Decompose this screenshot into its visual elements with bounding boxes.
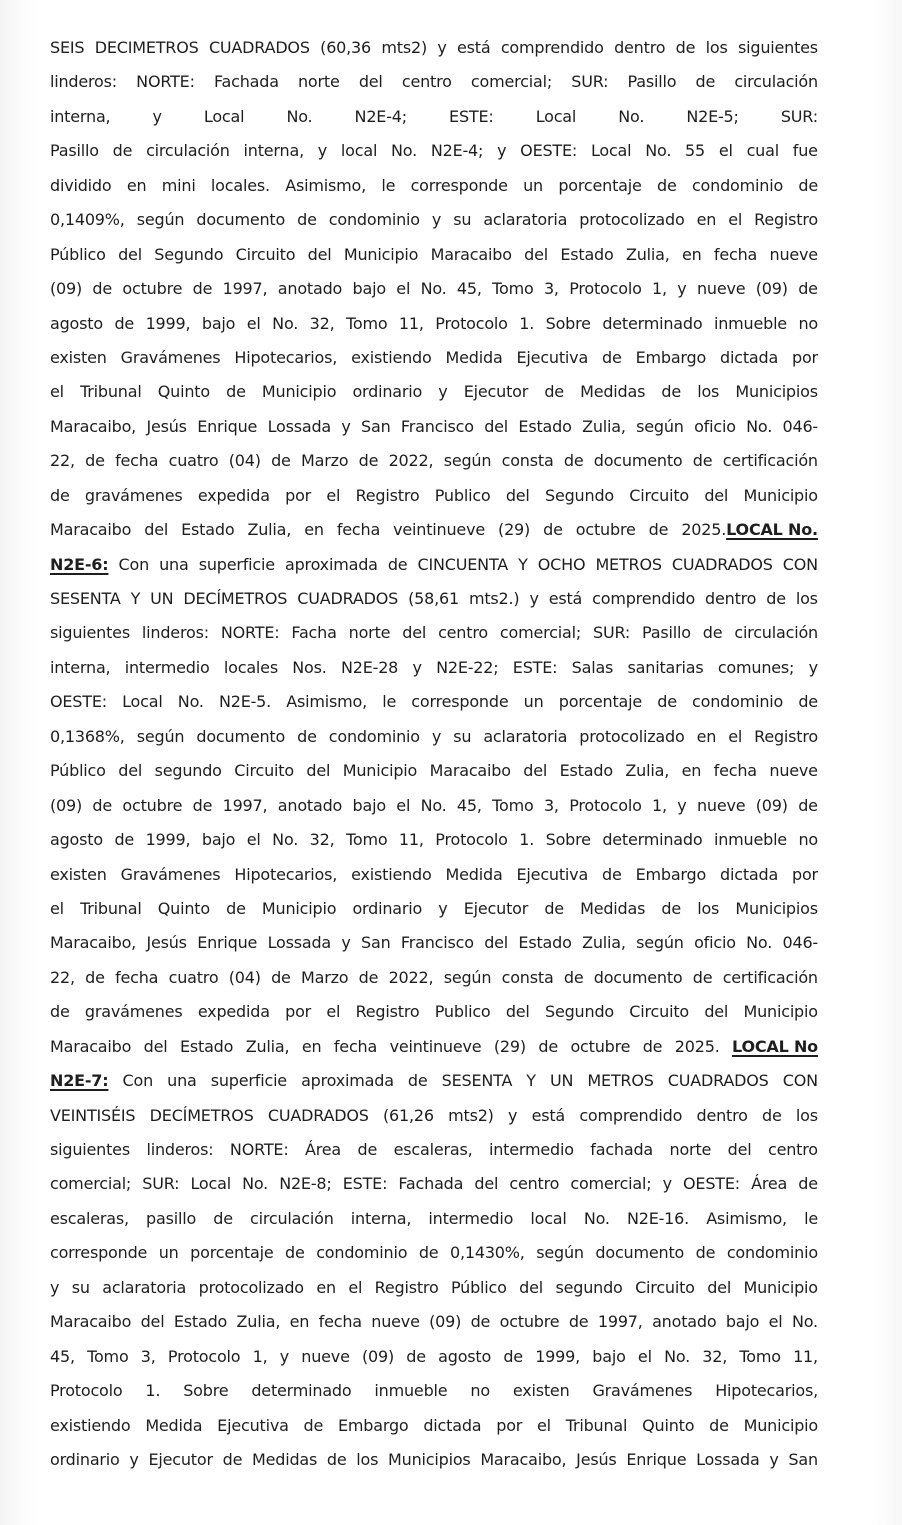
document-line: Maracaibo, Jesús Enrique Lossada y San Francisco del Estado Zulia, según oficio No. 046- [50, 933, 818, 953]
document-line: VEINTISÉIS DECÍMETROS CUADRADOS (61,26 mts2) y está comprendido dentro de los [50, 1105, 818, 1125]
document-line: escaleras, pasillo de circulación interna, intermedio local No. N2E-16. Asimismo, le [50, 1208, 818, 1228]
document-line: corresponde un porcentaje de condominio de 0,1430%, según documento de condominio [50, 1243, 818, 1263]
document-line: Público del segundo Circuito del Municipio Maracaibo del Estado Zulia, en fecha nueve [50, 761, 818, 781]
document-line: 0,1409%, según documento de condominio y su aclaratoria protocolizado en el Registro [50, 210, 818, 230]
document-line: siguientes linderos: NORTE: Área de escaleras, intermedio fachada norte del centro [50, 1140, 818, 1159]
document-line: de gravámenes expedida por el Registro Publico del Segundo Circuito del Municipio [50, 1002, 818, 1022]
document-line: 0,1368%, según documento de condominio y su aclaratoria protocolizado en el Registro [50, 726, 818, 746]
document-line: 22, de fecha cuatro (04) de Marzo de 2022, según consta de documento de certificación [50, 451, 818, 471]
document-line: Maracaibo del Estado Zulia, en fecha veintinueve (29) de octubre de 2025. LOCAL No [50, 1036, 818, 1056]
document-line: el Tribunal Quinto de Municipio ordinario y Ejecutor de Medidas de los Municipios [50, 898, 818, 918]
document-line: Pasillo de circulación interna, y local No. N2E-4; y OESTE: Local No. 55 el cual fue [50, 141, 818, 161]
document-line: interna, intermedio locales Nos. N2E-28 y N2E-22; ESTE: Salas sanitarias comunes; y [50, 657, 818, 677]
document-body [50, 38, 818, 1484]
document-line: ordinario y Ejecutor de Medidas de los Municipios Maracaibo, Jesús Enrique Lossada y San [50, 1449, 818, 1469]
document-line: 22, de fecha cuatro (04) de Marzo de 2022, según consta de documento de certificación [50, 967, 818, 987]
document-line: el Tribunal Quinto de Municipio ordinario y Ejecutor de Medidas de los Municipios [50, 382, 818, 402]
document-line: Maracaibo del Estado Zulia, en fecha veintinueve (29) de octubre de 2025.LOCAL No. [50, 520, 818, 540]
document-line: SEIS DECIMETROS CUADRADOS (60,36 mts2) y está comprendido dentro de los siguientes [50, 38, 818, 57]
document-line: y su aclaratoria protocolizado en el Registro Público del segundo Circuito del Municipio [50, 1277, 818, 1297]
document-line: Maracaibo, Jesús Enrique Lossada y San Francisco del Estado Zulia, según oficio No. 046- [50, 416, 818, 436]
document-line: de gravámenes expedida por el Registro Publico del Segundo Circuito del Municipio [50, 485, 818, 505]
document-line: OESTE: Local No. N2E-5. Asimismo, le corresponde un porcentaje de condominio de [50, 692, 818, 712]
document-line: SESENTA Y UN DECÍMETROS CUADRADOS (58,61 mts2.) y está comprendido dentro de los [50, 589, 818, 608]
document-line: Protocolo 1. Sobre determinado inmueble no existen Gravámenes Hipotecarios, [50, 1381, 818, 1401]
document-line: linderos: NORTE: Fachada norte del centro comercial; SUR: Pasillo de circulación [50, 72, 818, 92]
document-line: (09) de octubre de 1997, anotado bajo el No. 45, Tomo 3, Protocolo 1, y nueve (09) de [50, 279, 818, 299]
document-line: dividido en mini locales. Asimismo, le corresponde un porcentaje de condominio de [50, 175, 818, 195]
document-line: (09) de octubre de 1997, anotado bajo el No. 45, Tomo 3, Protocolo 1, y nueve (09) de [50, 795, 818, 815]
document-line: existen Gravámenes Hipotecarios, existiendo Medida Ejecutiva de Embargo dictada por [50, 864, 818, 884]
document-line: interna, y Local No. N2E-4; ESTE: Local No. N2E-5; SUR: [50, 106, 818, 126]
document-line: comercial; SUR: Local No. N2E-8; ESTE: Fachada del centro comercial; y OESTE: Área de [50, 1174, 818, 1194]
document-line: siguientes linderos: NORTE: Facha norte del centro comercial; SUR: Pasillo de circulación [50, 623, 818, 643]
document-line: existen Gravámenes Hipotecarios, existiendo Medida Ejecutiva de Embargo dictada por [50, 347, 818, 367]
document-line: Maracaibo del Estado Zulia, en fecha nueve (09) de octubre de 1997, anotado bajo el No. [50, 1312, 818, 1332]
document-line: N2E-7: Con una superficie aproximada de SESENTA Y UN METROS CUADRADOS CON [50, 1071, 818, 1091]
document-line: existiendo Medida Ejecutiva de Embargo dictada por el Tribunal Quinto de Municipio [50, 1415, 818, 1435]
document-line: agosto de 1999, bajo el No. 32, Tomo 11, Protocolo 1. Sobre determinado inmueble no [50, 830, 818, 850]
document-line: 45, Tomo 3, Protocolo 1, y nueve (09) de agosto de 1999, bajo el No. 32, Tomo 11, [50, 1346, 818, 1366]
document-line: agosto de 1999, bajo el No. 32, Tomo 11, Protocolo 1. Sobre determinado inmueble no [50, 313, 818, 333]
document-line: Público del Segundo Circuito del Municipio Maracaibo del Estado Zulia, en fecha nueve [50, 244, 818, 264]
document-line: N2E-6: Con una superficie aproximada de CINCUENTA Y OCHO METROS CUADRADOS CON [50, 554, 818, 574]
